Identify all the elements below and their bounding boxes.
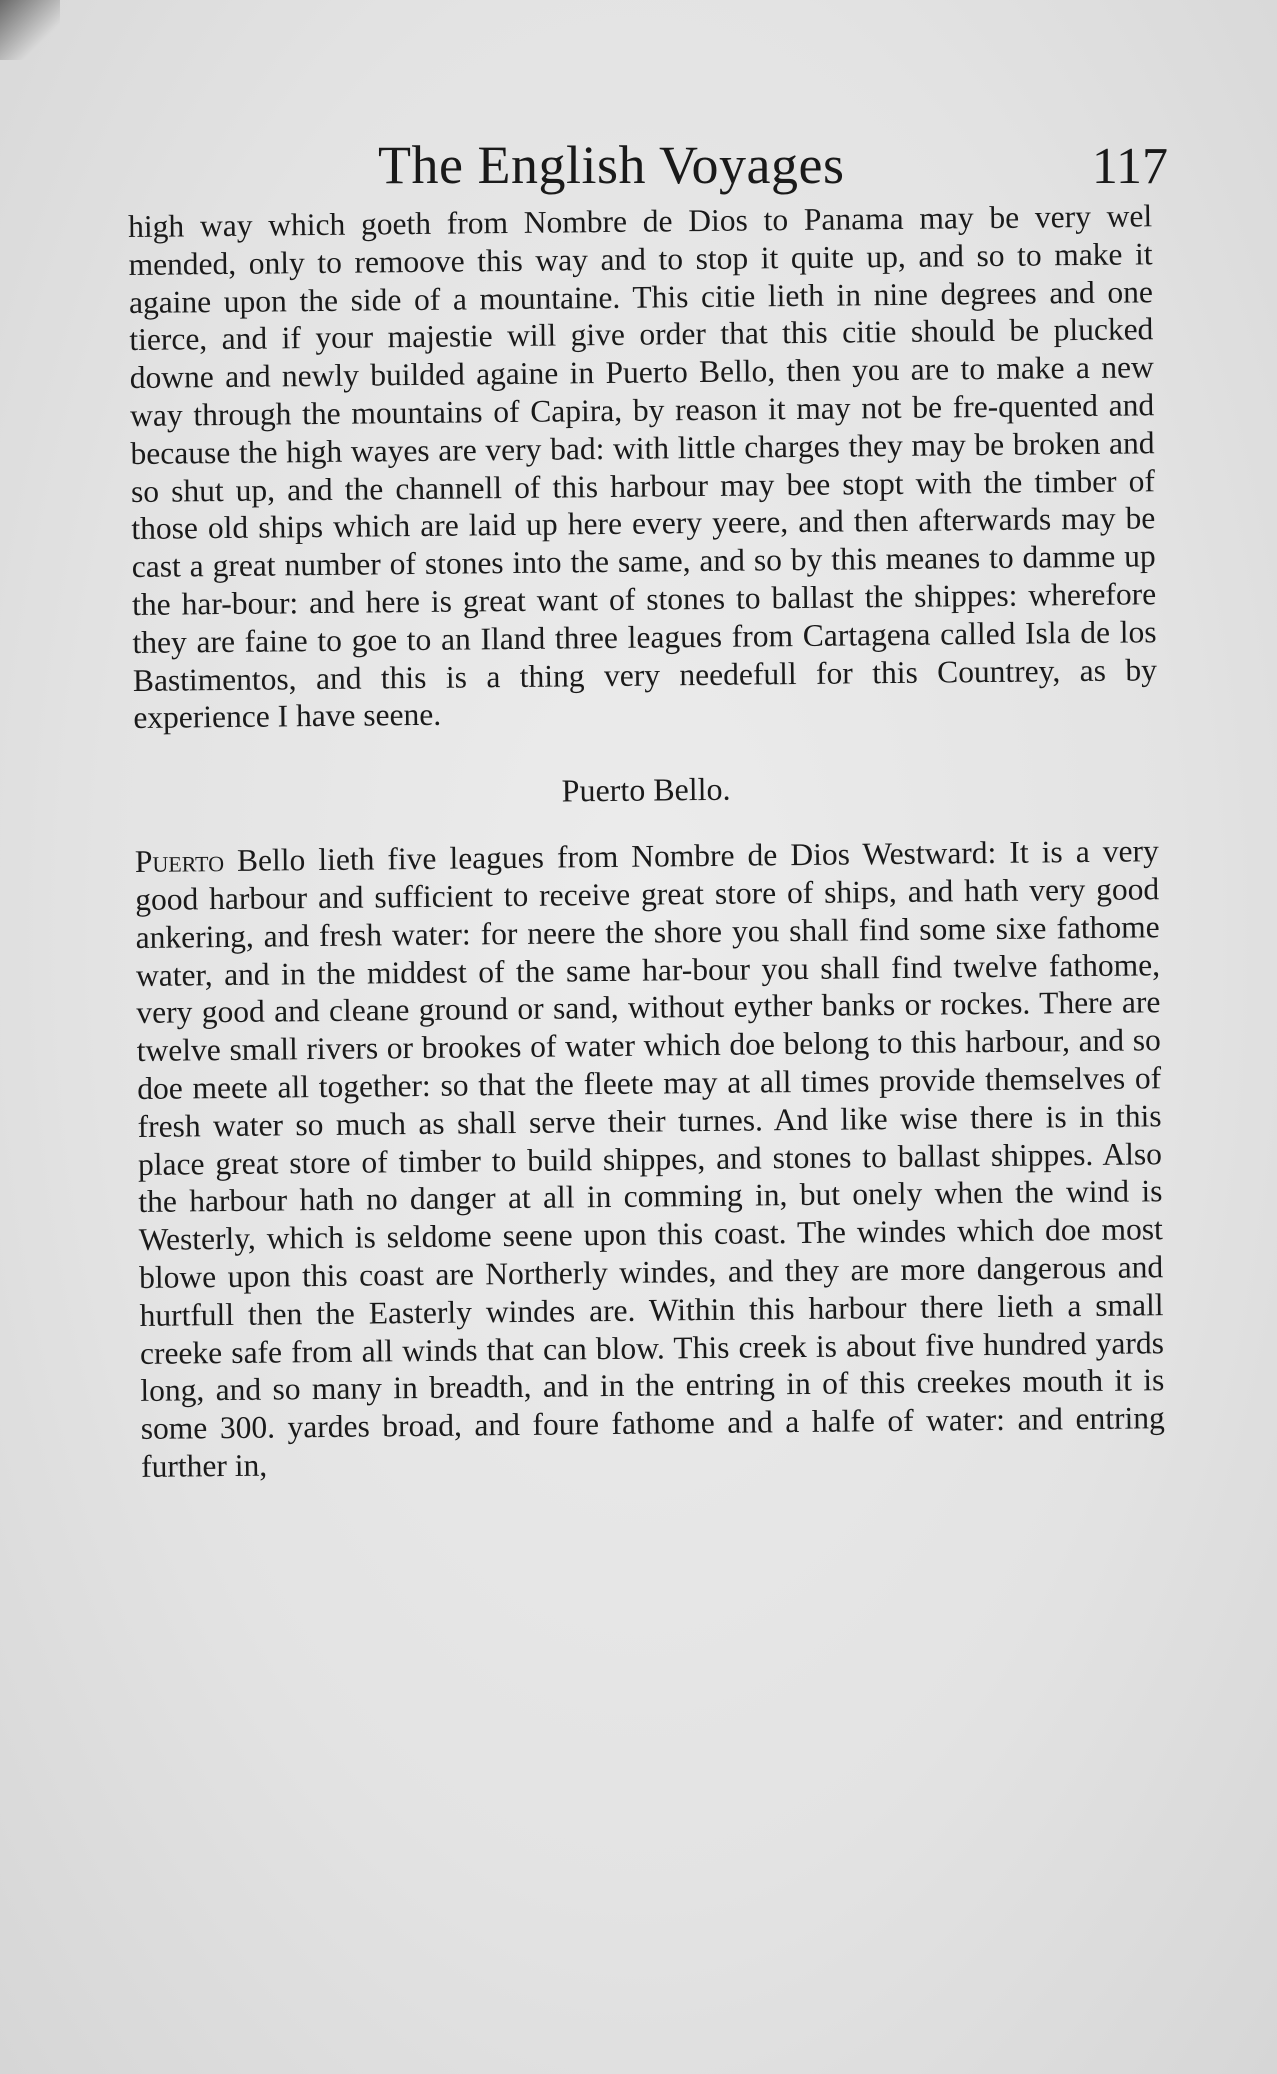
section-heading: Puerto Bello. [561, 770, 731, 809]
body-text [128, 197, 1165, 1485]
paragraph-puerto-bello [135, 832, 1166, 1485]
page-corner-shadow [0, 0, 60, 60]
page-number: 117 [1091, 138, 1168, 195]
paragraph-body: Bello lieth five leagues from Nombre de Dios Westward: It is a very good harbour and sufficient to receive great store of ships, and hath very good ankering, and fresh water: for neere the shore you shall find some sixe fathome water, and in the middest of the same har-bour you shall find twelve fathome, very good and cleane ground or sand, without eyther banks or rockes. There are twelve small rivers or brookes of water which doe belong to this harbour, and so doe meete all together: so that the fleete may at all times provide themselves of fresh water so much as shall serve their turnes. And like wise there is in this place great store of timber to build shippes, and stones to ballast shippes. Also the harbour hath no danger at all in comming in, but onely when the wind is Westerly, which is seldome seene upon this coast. The windes which doe most blowe upon this coast are Northerly windes, and they are more dangerous and hurtfull then the Easterly windes are. Within this harbour there lieth a small creeke safe from all winds that can blow. This creek is about five hundred yards long, and so many in breadth, and in the entring in of this creekes mouth it is some 300. yardes broad, and foure fathome and a halfe of water: and entring further in, [135, 833, 1165, 1484]
running-head: The English Voyages [378, 135, 845, 195]
paragraph-lead-word: Puerto [134, 843, 225, 880]
page-header [128, 130, 1168, 200]
paragraph-continued: high way which goeth from Nombre de Dios to Panama may be very wel mended, only to remoove this way and to stop it quite up, and so to make it againe upon the side of a mountaine. This citie lieth in nine degrees and one tierce, and if your majestie will give order that this citie should be plucked downe and newly builded againe in Puerto Bello, then you are to make a new way through the mountains of Capira, by reason it may not be fre-quented and because the high wayes are very bad: with little charges they may be broken and so shut up, and the channell of this harbour may bee stopt with the timber of those old ships which are laid up here every yeere, and then afterwards may be cast a great number of stones into the same, and so by this meanes to damme up the har-bour: and here is great want of stones to ballast the shippes: wherefore they are faine to goe to an Iland three leagues from Cartagena called Isla de los Bastimentos, and this is a thing very needefull for this Countrey, as by experience I have seene. [128, 198, 1158, 736]
